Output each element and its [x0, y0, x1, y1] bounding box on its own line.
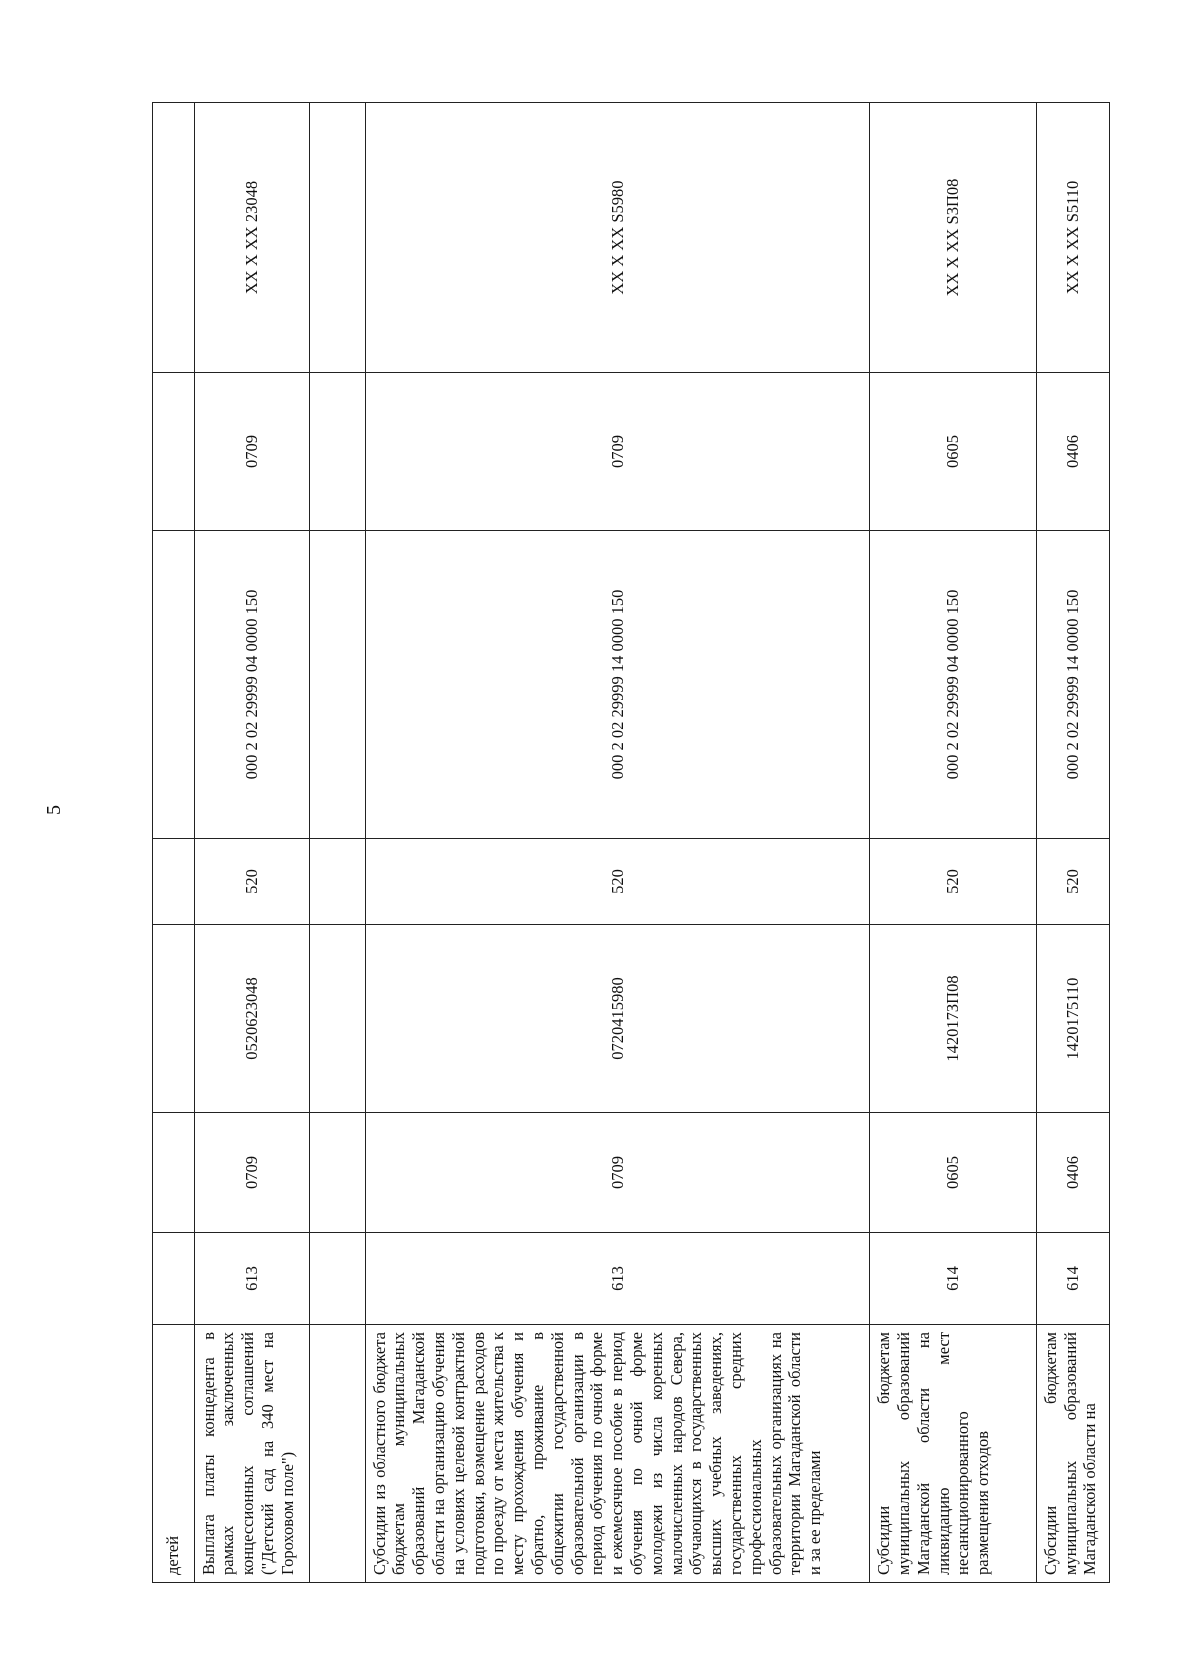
table-row — [365, 103, 869, 1583]
page-number: 5 — [43, 805, 65, 815]
table-row — [194, 103, 309, 1583]
cell: 000 2 02 29999 14 0000 150 — [365, 531, 869, 839]
cell: 613 — [365, 1233, 869, 1325]
cell: XX X XX S3П08 — [870, 103, 1037, 373]
cell: 520 — [870, 839, 1037, 925]
cell: 0709 — [365, 1113, 869, 1233]
top-row-text: детей — [153, 1325, 195, 1583]
cell: 142017ЗП08 — [870, 925, 1037, 1113]
cell: 614 — [1036, 1233, 1109, 1325]
cell: 0709 — [194, 1113, 309, 1233]
cell: 000 2 02 29999 14 0000 150 — [1036, 531, 1109, 839]
cell: 0406 — [1036, 373, 1109, 531]
cell: XX X XX S5980 — [365, 103, 869, 373]
cell: 0720415980 — [365, 925, 869, 1113]
cell: 1420175110 — [1036, 925, 1109, 1113]
cell: XX X XX 23048 — [194, 103, 309, 373]
cell: 614 — [870, 1233, 1037, 1325]
row-description: Субсидии бюджетам муниципальных образований Магаданской области на — [1036, 1325, 1109, 1583]
row-description: Субсидии бюджетам муниципальных образований Магаданской области на ликвидацию мест несанкционированного размещения отходов — [870, 1325, 1037, 1583]
cell: 520 — [365, 839, 869, 925]
table-row — [870, 103, 1037, 1583]
table-row — [310, 103, 366, 1583]
table-row — [153, 103, 195, 1583]
budget-table — [152, 102, 1110, 1583]
cell: 000 2 02 29999 04 0000 150 — [870, 531, 1037, 839]
cell: 613 — [194, 1233, 309, 1325]
row-description: Выплата платы концедента в рамках заключенных концессионных соглашений ("Детский сад на 340 мест на Гороховом поле") — [194, 1325, 309, 1583]
row-description: Субсидии из областного бюджета бюджетам муниципальных образований Магаданской области на организацию обучения на условиях целевой контрактной подготовки, возмещение расходов по проезду от места жительства к месту прохождения обучения и обратно, проживание в общежитии государственной образовательной организации в период обучения по очной форме и ежемесячное пособие в период обучения по очной форме молодежи из числа коренных малочисленных народов Севера, обучающихся в государственных высших учебных заведениях, государственных средних профессиональных образовательных организациях на территории Магаданской области и за ее пределами — [365, 1325, 869, 1583]
cell: 520 — [1036, 839, 1109, 925]
cell: 0709 — [365, 373, 869, 531]
cell: 0709 — [194, 373, 309, 531]
table-row — [1036, 103, 1109, 1583]
cell: 0520623048 — [194, 925, 309, 1113]
cell: 0406 — [1036, 1113, 1109, 1233]
cell: 0605 — [870, 1113, 1037, 1233]
cell: 000 2 02 29999 04 0000 150 — [194, 531, 309, 839]
cell: XX X XX S5110 — [1036, 103, 1109, 373]
cell: 520 — [194, 839, 309, 925]
cell: 0605 — [870, 373, 1037, 531]
